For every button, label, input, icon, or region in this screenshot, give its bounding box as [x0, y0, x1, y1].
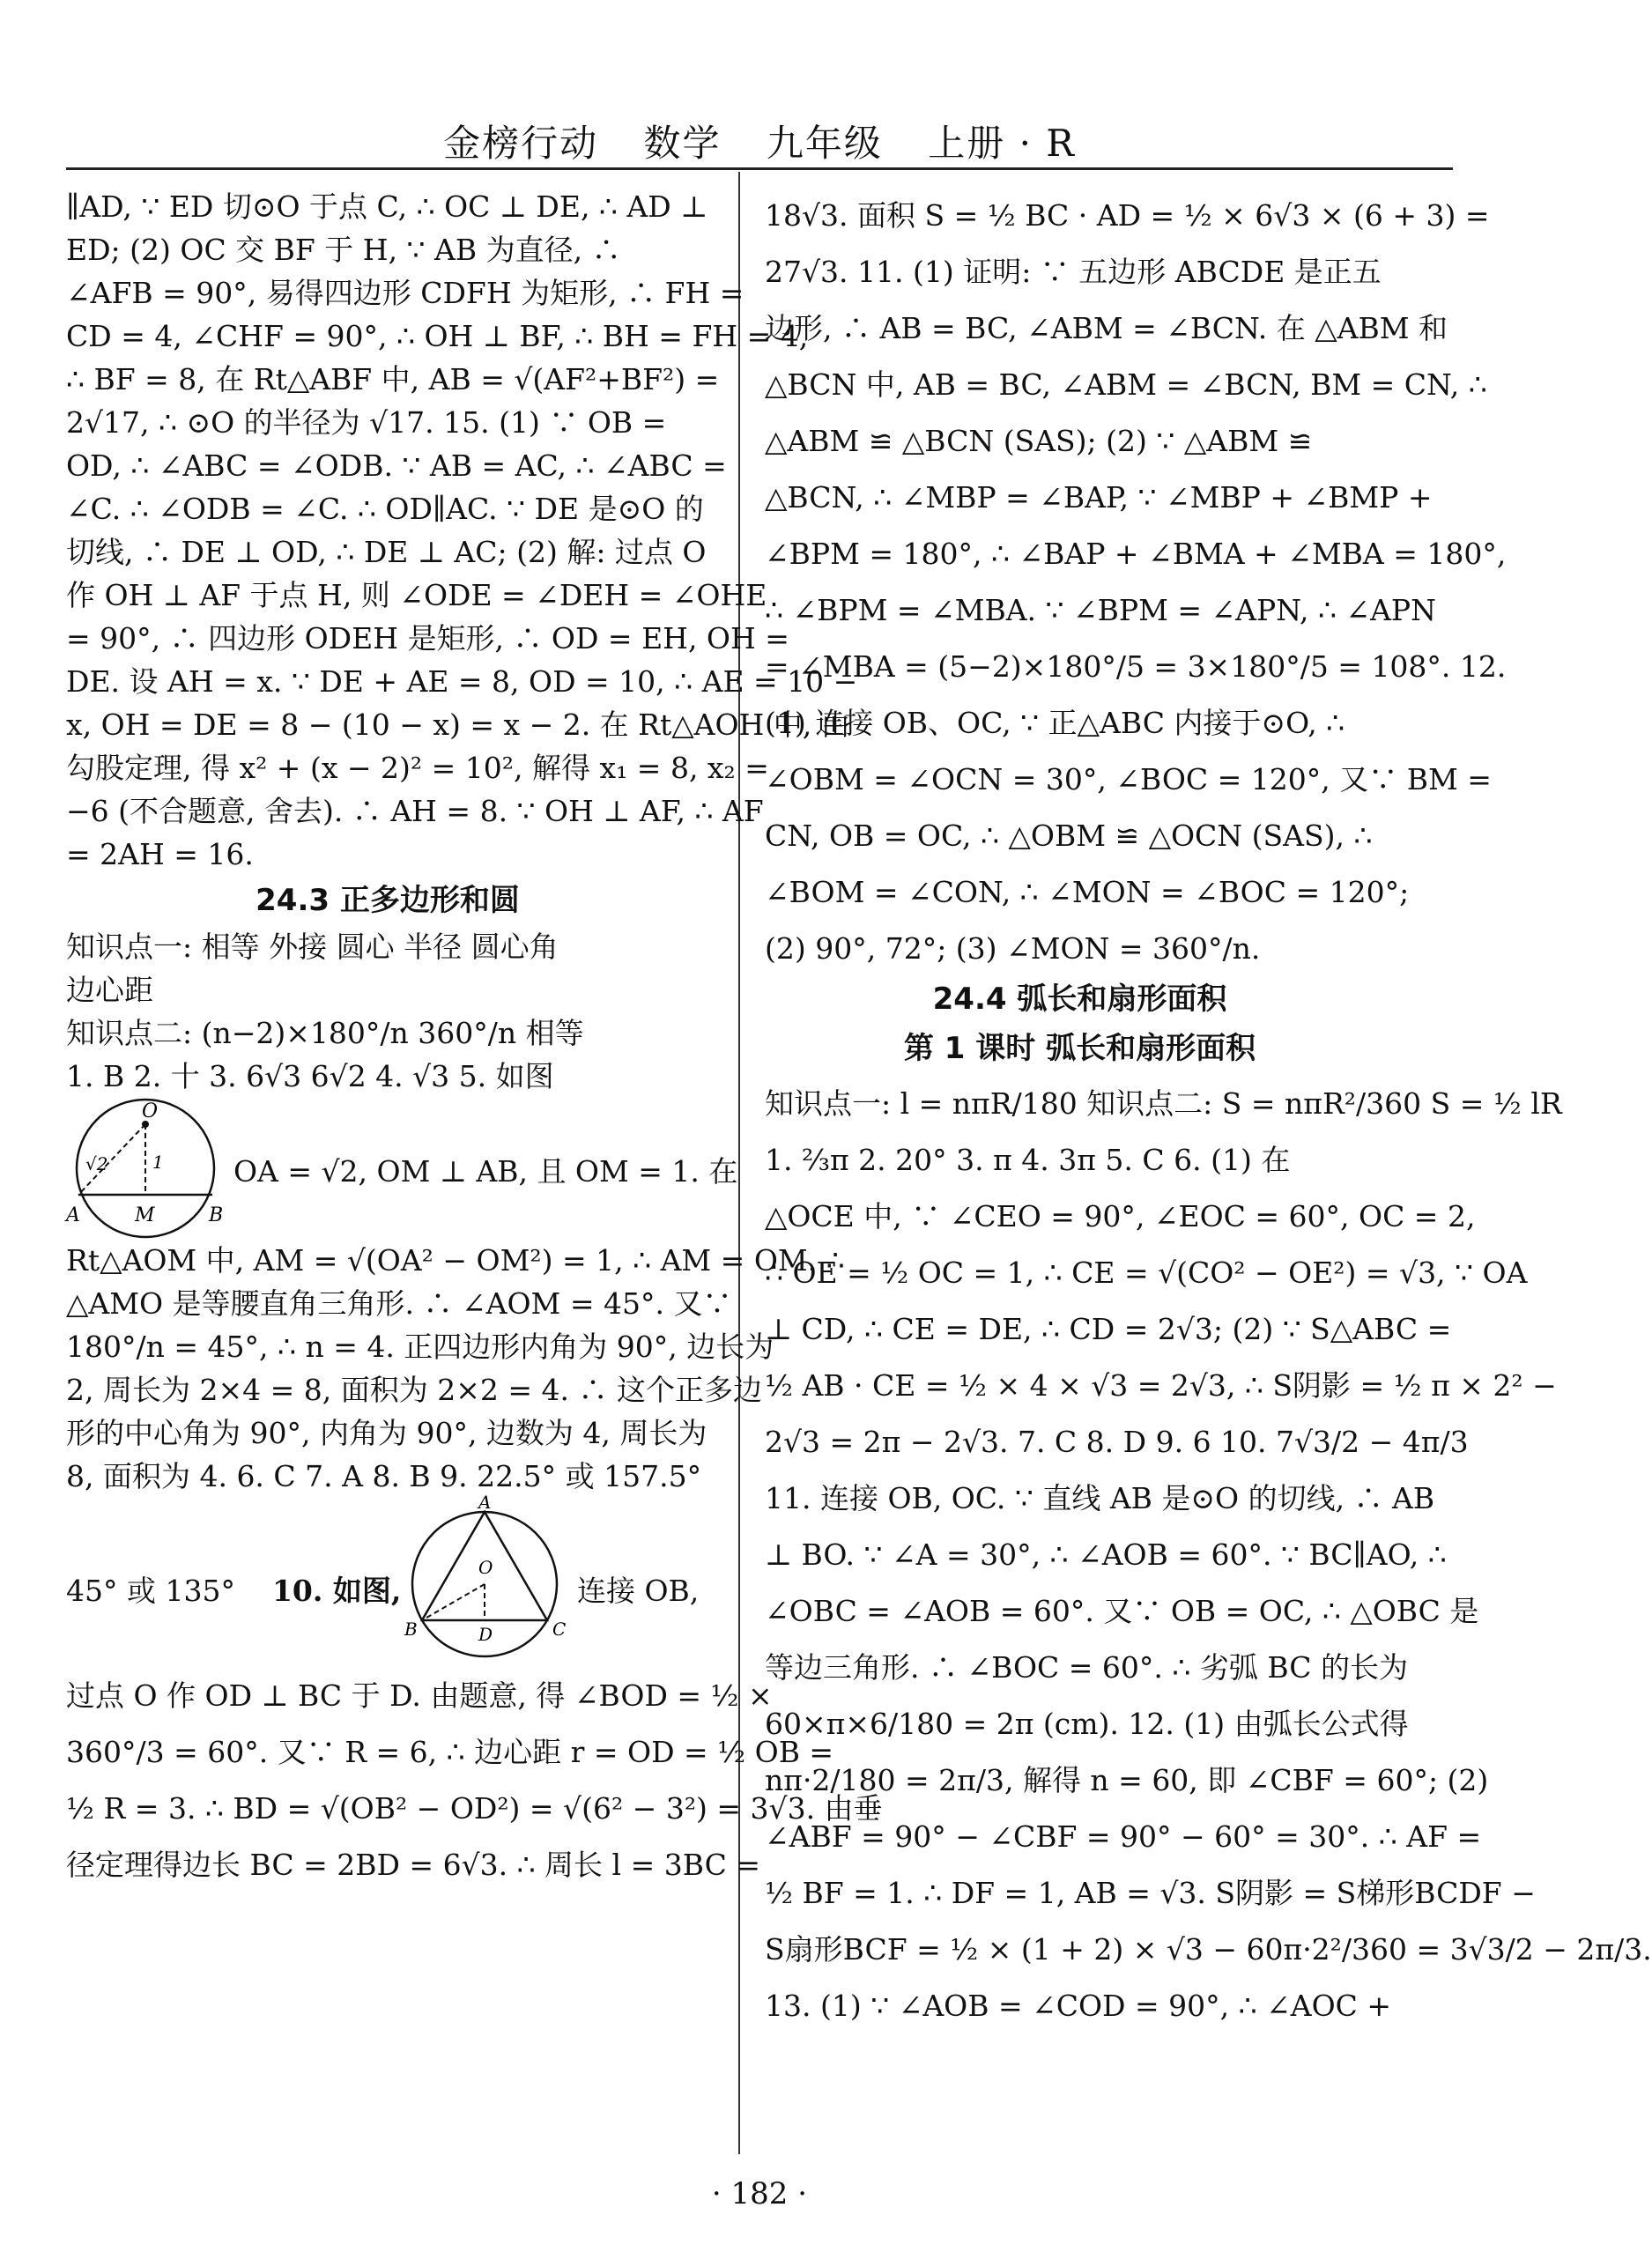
text-line: ½ AB · CE = ½ × 4 × √3 = 2√3, ∴ S阴影 = ½ π × 2² −	[765, 1368, 1557, 1403]
text-line: 18√3. 面积 S = ½ BC · AD = ½ × 6√3 × (6 + 3) =	[765, 198, 1490, 233]
figure-5-row	[66, 1098, 738, 1239]
text-line: △AMO 是等腰直角三角形. ∴ ∠AOM = 45°. 又∵	[66, 1286, 732, 1321]
page-number: · 182 ·	[711, 2176, 808, 2211]
text-line: 360°/3 = 60°. 又∵ R = 6, ∴ 边心距 r = OD = ½ OB =	[66, 1735, 834, 1769]
text-line: ∠OBM = ∠OCN = 30°, ∠BOC = 120°, 又∵ BM =	[765, 762, 1492, 796]
text-line: ∴ ∠BPM = ∠MBA. ∵ ∠BPM = ∠APN, ∴ ∠APN	[765, 593, 1436, 627]
text-line: ∠BPM = 180°, ∴ ∠BAP + ∠BMA + ∠MBA = 180°,	[765, 537, 1507, 571]
q10-lead: 10. 如图,	[271, 1574, 402, 1608]
text-line: = 2AH = 16.	[66, 837, 254, 871]
text-line: ∠OBC = ∠AOB = 60°. 又∵ OB = OC, ∴ △OBC 是	[765, 1594, 1479, 1628]
text-line: ∠ABF = 90° − ∠CBF = 90° − 60° = 30°. ∴ AF =	[765, 1819, 1482, 1854]
section-title-24-4: 24.4 弧长和扇形面积	[932, 982, 1227, 1017]
text-line: 边心距	[66, 973, 153, 1007]
text-line: ∠C. ∴ ∠ODB = ∠C. ∴ OD∥AC. ∵ DE 是⊙O 的	[66, 492, 704, 526]
text-line: 1. ⅔π 2. 20° 3. π 4. 3π 5. C 6. (1) 在	[765, 1143, 1291, 1177]
header-volume: 上册 · R	[928, 122, 1076, 165]
circle-diagram-q10	[401, 1492, 568, 1665]
answer-9-alt: 45° 或 135°	[66, 1574, 235, 1608]
answer-9-tail	[66, 1568, 401, 1610]
circle-diagram-q5	[66, 1098, 225, 1239]
header-subject: 数学	[643, 122, 722, 165]
text-line: 2√3 = 2π − 2√3. 7. C 8. D 9. 6 10. 7√3/2 − 4π/3	[765, 1425, 1469, 1459]
text-line: ½ R = 3. ∴ BD = √(OB² − OD²) = √(6² − 3²) = 3√3. 由垂	[66, 1791, 883, 1826]
text-line: 作 OH ⊥ AF 于点 H, 则 ∠ODE = ∠DEH = ∠OHE	[66, 578, 767, 612]
text-line: Rt△AOM 中, AM = √(OA² − OM²) = 1, ∴ AM = OM. ∴	[66, 1243, 845, 1278]
text-line: 形的中心角为 90°, 内角为 90°, 边数为 4, 周长为	[66, 1416, 707, 1450]
right-column	[765, 185, 1652, 2032]
text-line: 180°/n = 45°, ∴ n = 4. 正四边形内角为 90°, 边长为	[66, 1330, 774, 1364]
figure-5-text: OA = √2, OM ⊥ AB, 且 OM = 1. 在	[233, 1154, 738, 1189]
text-line: ⊥ CD, ∴ CE = DE, ∴ CD = 2√3; (2) ∵ S△ABC =	[765, 1312, 1452, 1346]
text-line: S扇形BCF = ½ × (1 + 2) × √3 − 60π·2²/360 = 3√3/2 − 2π/3.	[765, 1932, 1652, 1967]
text-line: 知识点二: (n−2)×180°/n 360°/n 相等	[66, 1016, 584, 1050]
text-line: ∠AFB = 90°, 易得四边形 CDFH 为矩形, ∴ FH =	[66, 276, 745, 310]
text-line: CD = 4, ∠CHF = 90°, ∴ OH ⊥ BF, ∴ BH = FH = 4,	[66, 319, 809, 353]
label-b: B	[404, 1619, 418, 1640]
text-line: 11. 连接 OB, OC. ∵ 直线 AB 是⊙O 的切线, ∴ AB	[765, 1481, 1435, 1515]
label-c: C	[552, 1619, 567, 1640]
text-line: 知识点一: l = nπR/180 知识点二: S = nπR²/360 S = ½ lR	[765, 1086, 1562, 1121]
right-block-b	[765, 1078, 1652, 2032]
figure-10-row	[66, 1492, 709, 1665]
text-line: x, OH = DE = 8 − (10 − x) = x − 2. 在 Rt△AOH 中, 由	[66, 707, 850, 742]
text-line: 2√17, ∴ ⊙O 的半径为 √17. 15. (1) ∵ OB =	[66, 405, 667, 440]
text-line: 勾股定理, 得 x² + (x − 2)² = 10², 解得 x₁ = 8, x₂ =	[66, 751, 769, 785]
label-radius: √2	[85, 1153, 108, 1174]
section-title-24-3: 24.3 正多边形和圆	[256, 883, 520, 918]
text-line: 切线, ∴ DE ⊥ OD, ∴ DE ⊥ AC; (2) 解: 过点 O	[66, 535, 707, 569]
text-line: 1. B 2. 十 3. 6√3 6√2 4. √3 5. 如图	[66, 1059, 554, 1093]
text-line: 2, 周长为 2×4 = 8, 面积为 2×2 = 4. ∴ 这个正多边	[66, 1373, 762, 1407]
text-line: △OCE 中, ∵ ∠CEO = 90°, ∠EOC = 60°, OC = 2,	[765, 1199, 1476, 1233]
text-line: −6 (不合题意, 舍去). ∴ AH = 8. ∵ OH ⊥ AF, ∴ AF	[66, 794, 764, 828]
label-a: A	[66, 1204, 80, 1226]
right-block-a	[765, 190, 1507, 974]
text-line: ∴ OE = ½ OC = 1, ∴ CE = √(CO² − OE²) = √3, ∵ OA	[765, 1256, 1528, 1290]
text-line: OD, ∴ ∠ABC = ∠ODB. ∵ AB = AC, ∴ ∠ABC =	[66, 448, 727, 483]
text-line: ½ BF = 1. ∴ DF = 1, AB = √3. S阴影 = S梯形BCDF −	[765, 1876, 1536, 1910]
q10-connect-text: 连接 OB,	[577, 1574, 700, 1608]
text-line: CN, OB = OC, ∴ △OBM ≌ △OCN (SAS), ∴	[765, 819, 1373, 853]
text-line: DE. 设 AH = x. ∵ DE + AE = 8, OD = 10, ∴ AE = 10 −	[66, 664, 858, 699]
text-line: = ∠MBA = (5−2)×180°/5 = 3×180°/5 = 108°. 12.	[765, 649, 1507, 684]
text-line: (1) 连接 OB、OC, ∵ 正△ABC 内接于⊙O, ∴	[765, 706, 1345, 740]
text-line: 边形, ∴ AB = BC, ∠ABM = ∠BCN. 在 △ABM 和	[765, 311, 1448, 345]
header-rule	[66, 167, 1453, 170]
text-line: ⊥ BO. ∵ ∠A = 30°, ∴ ∠AOB = 60°. ∵ BC∥AO, ∴	[765, 1537, 1447, 1572]
text-line: △ABM ≌ △BCN (SAS); (2) ∵ △ABM ≌	[765, 424, 1313, 458]
text-line: 径定理得边长 BC = 2BD = 6√3. ∴ 周长 l = 3BC =	[66, 1848, 760, 1882]
label-m: M	[135, 1204, 155, 1226]
label-d: D	[478, 1624, 493, 1645]
text-line: 27√3. 11. (1) 证明: ∵ 五边形 ABCDE 是正五	[765, 255, 1382, 289]
left-block-c	[66, 1239, 845, 1498]
label-one: 1	[152, 1152, 164, 1173]
left-block-b	[66, 925, 709, 1098]
left-column	[66, 185, 883, 1891]
text-line: ED; (2) OC 交 BF 于 H, ∵ AB 为直径, ∴	[66, 233, 621, 267]
section-subtitle-lesson-1: 第 1 课时 弧长和扇形面积	[903, 1031, 1256, 1066]
text-line: 13. (1) ∵ ∠AOB = ∠COD = 90°, ∴ ∠AOC +	[765, 1989, 1392, 2023]
text-line: △BCN 中, AB = BC, ∠ABM = ∠BCN, BM = CN, ∴	[765, 367, 1487, 402]
text-line: ∥AD, ∵ ED 切⊙O 于点 C, ∴ OC ⊥ DE, ∴ AD ⊥	[66, 189, 708, 224]
text-line: nπ·2/180 = 2π/3, 解得 n = 60, 即 ∠CBF = 60°; (2)	[765, 1763, 1489, 1797]
left-block-d	[66, 1670, 883, 1891]
text-line: (2) 90°, 72°; (3) ∠MON = 360°/n.	[765, 931, 1261, 966]
text-line: 过点 O 作 OD ⊥ BC 于 D. 由题意, 得 ∠BOD = ½ ×	[66, 1678, 773, 1713]
header-series: 金榜行动	[443, 122, 599, 165]
text-line: ∴ BF = 8, 在 Rt△ABF 中, AB = √(AF²+BF²) =	[66, 362, 720, 396]
header-grade: 九年级	[766, 122, 883, 165]
text-line: = 90°, ∴ 四边形 ODEH 是矩形, ∴ OD = EH, OH =	[66, 621, 789, 656]
text-line: 8, 面积为 4. 6. C 7. A 8. B 9. 22.5° 或 157.5°	[66, 1459, 702, 1493]
label-o: O	[478, 1557, 493, 1578]
running-header	[0, 115, 1519, 167]
text-line: ∠BOM = ∠CON, ∴ ∠MON = ∠BOC = 120°;	[765, 875, 1410, 909]
text-line: 知识点一: 相等 外接 圆心 半径 圆心角	[66, 930, 559, 964]
text-line: △BCN, ∴ ∠MBP = ∠BAP, ∵ ∠MBP + ∠BMP +	[765, 480, 1433, 515]
text-line: 等边三角形. ∴ ∠BOC = 60°. ∴ 劣弧 BC 的长为	[765, 1650, 1408, 1685]
text-line: 60×π×6/180 = 2π (cm). 12. (1) 由弧长公式得	[765, 1707, 1409, 1741]
label-b: B	[209, 1204, 224, 1226]
left-block-a	[66, 185, 858, 876]
label-o: O	[142, 1100, 159, 1122]
label-a: A	[478, 1492, 492, 1513]
